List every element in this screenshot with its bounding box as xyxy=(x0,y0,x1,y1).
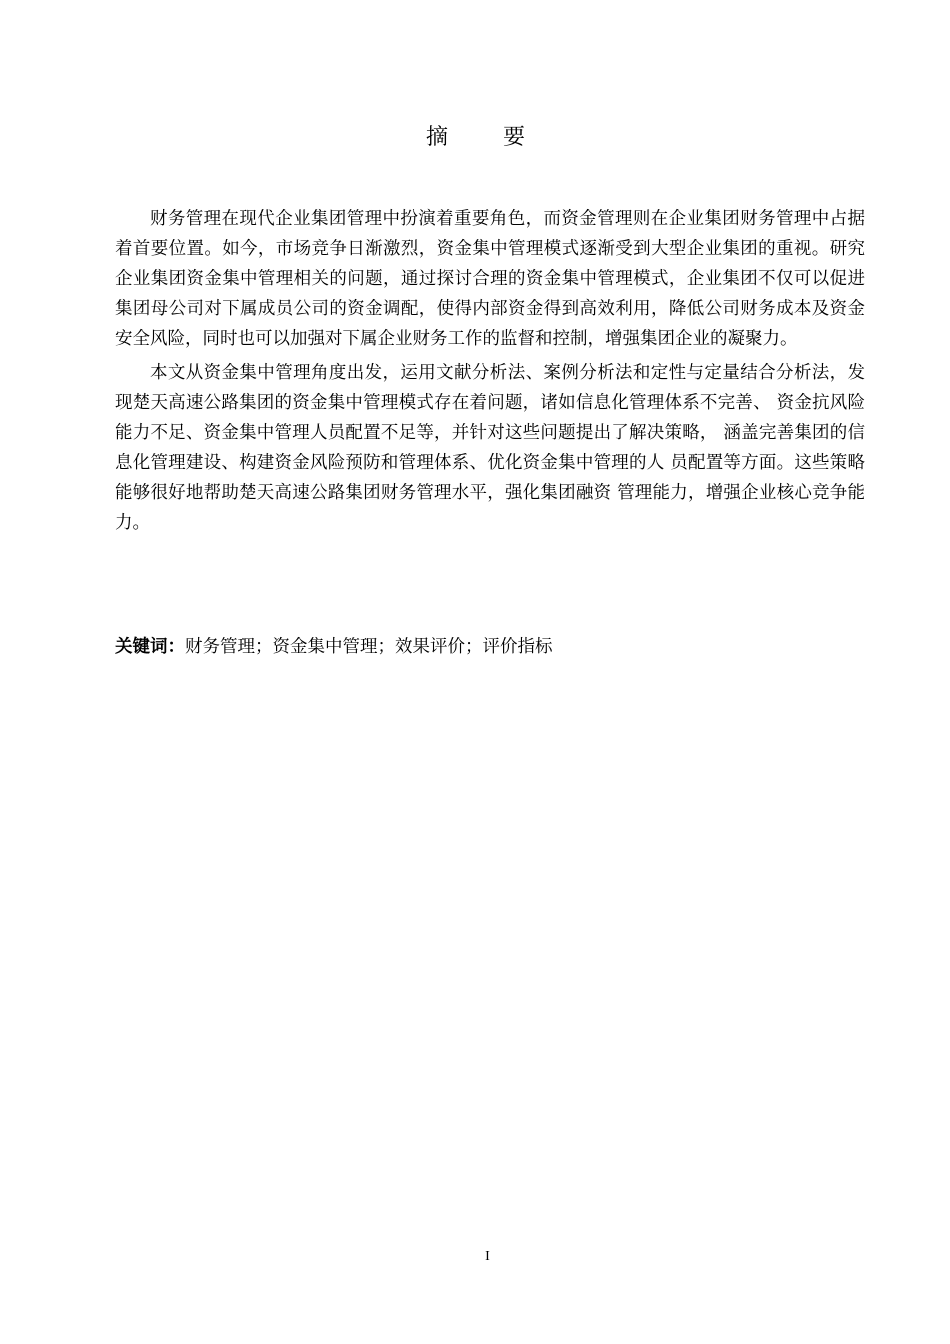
keywords-line xyxy=(115,632,865,662)
keywords-label: 关键词： xyxy=(115,637,185,657)
abstract-body xyxy=(115,204,865,542)
abstract-title: 摘 要 xyxy=(426,125,549,150)
abstract-paragraph-2: 本文从资金集中管理角度出发，运用文献分析法、案例分析法和定性与定量结合分析法，发现楚天高速公路集团的资金集中管理模式存在着问题，诸如信息化管理体系不完善、 资金抗风险能力不足、资金集中管理人员配置不足等，并针对这些问题提出了解决策略， 涵盖完善集团的信息化管理建设、构建资金风险预防和管理体系、优化资金集中管理的人 员配置等方面。这些策略能够很好地帮助楚天高速公路集团财务管理水平，强化集团融资 管理能力，增强企业核心竞争能力。 xyxy=(115,363,865,533)
abstract-paragraph-1: 财务管理在现代企业集团管理中扮演着重要角色，而资金管理则在企业集团财务管理中占据着首要位置。如今，市场竞争日渐激烈，资金集中管理模式逐渐受到大型企业集团的重视。研究企业集团资金集中管理相关的问题，通过探讨合理的资金集中管理模式，企业集团不仅可以促进集团母公司对下属成员公司的资金调配，使得内部资金得到高效利用，降低公司财务成本及资金安全风险，同时也可以加强对下属企业财务工作的监督和控制，增强集团企业的凝聚力。 xyxy=(115,209,865,349)
keywords-text: 财务管理；资金集中管理；效果评价；评价指标 xyxy=(185,637,553,657)
page-number: I xyxy=(485,1249,490,1264)
